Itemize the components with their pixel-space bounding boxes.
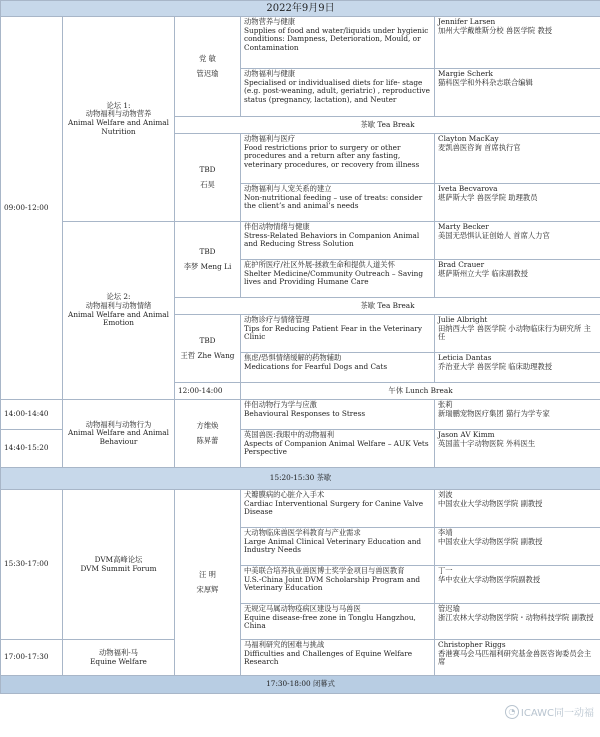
topic-en: Specialised or individualised diets for life- stage (e.g. post-weaning, adult, geriatric) , reproductive status (pregnancy, lactation), and Neuter xyxy=(244,77,430,104)
topic-zh: 马福利研究的困难与挑战 xyxy=(244,640,325,649)
topic-en: Large Animal Clinical Veterinary Education and Industry Needs xyxy=(244,536,422,555)
presenter-name: Brad Crauer xyxy=(438,260,485,269)
topic-zh: 伴侣动物情绪与健康 xyxy=(244,222,310,231)
topic-zh: 中美联合培养执业兽医博士奖学金项目与兽医教育 xyxy=(244,566,405,575)
presenter xyxy=(435,222,600,260)
presenter-affiliation: 田纳西大学 兽医学院 小动物临床行为研究所 主任 xyxy=(438,323,591,342)
session-topic xyxy=(241,69,435,117)
chair-cell xyxy=(175,17,241,117)
presenter-affiliation: 浙江农林大学动物医学院・动物科技学院 副教授 xyxy=(438,612,594,622)
date-header: 2022年9月9日 xyxy=(1,1,600,17)
presenter xyxy=(435,69,600,117)
chair-name: 汪 明 xyxy=(199,569,216,579)
presenter-name: Julie Albright xyxy=(438,315,488,324)
topic-en: Non-nutritional feeding – use of treats: consider the client’s and animal’s needs xyxy=(244,192,423,211)
time-slot: 12:00-14:00 xyxy=(175,383,241,400)
chair-cell xyxy=(175,490,241,676)
forum-title-en: Animal Welfare and Animal xyxy=(68,428,169,438)
forum-title-en: Behaviour xyxy=(99,436,138,446)
topic-en: Difficulties and Challenges of Equine Welfare Research xyxy=(244,648,413,667)
forum-3 xyxy=(63,400,175,468)
table-row xyxy=(1,222,600,260)
presenter-affiliation: 中国农业大学动物医学院 副教授 xyxy=(438,536,543,546)
forum-title-en: Nutrition xyxy=(101,126,136,136)
presenter xyxy=(435,528,600,566)
topic-zh: 焦虑/恐惧情绪缓解的药物辅助 xyxy=(244,353,342,362)
forum-title-en: Equine Welfare xyxy=(90,656,147,666)
session-topic xyxy=(241,184,435,222)
date-header-row xyxy=(1,1,600,17)
topic-en: Stress-Related Behaviors in Companion Animal and Reducing Stress Solution xyxy=(244,230,420,249)
topic-zh: 庇护所医疗/社区外展-拯救生命和提供人道关怀 xyxy=(244,260,395,269)
topic-en: Behavioural Responses to Stress xyxy=(244,408,366,418)
forum-title-en: Emotion xyxy=(103,318,134,328)
presenter-affiliation: 新瑞鹏宠物医疗集团 猫行为学专家 xyxy=(438,408,550,418)
presenter xyxy=(435,566,600,604)
topic-en: Tips for Reducing Patient Fear in the Veterinary Clinic xyxy=(244,323,423,342)
chair-name: 方维焕 xyxy=(196,420,219,430)
presenter-name: 丁一 xyxy=(438,566,453,575)
presenter xyxy=(435,400,600,430)
chair-cell xyxy=(175,400,241,468)
presenter xyxy=(435,260,600,298)
closing-ceremony: 17:30-18:00 闭幕式 xyxy=(1,676,600,694)
chair-cell xyxy=(175,222,241,298)
presenter-affiliation: 美国无恐惧认证创始人 首席人力官 xyxy=(438,230,550,240)
topic-en: Aspects of Companion Animal Welfare – AUK Vets Perspective xyxy=(244,438,429,457)
chair-name: TBD xyxy=(199,335,216,345)
time-slot: 17:00-17:30 xyxy=(1,640,63,676)
session-topic xyxy=(241,604,435,640)
time-slot: 09:00-12:00 xyxy=(1,17,63,400)
presenter-affiliation: 华中农业大学动物医学院副教授 xyxy=(438,574,541,584)
presenter xyxy=(435,134,600,184)
session-topic xyxy=(241,222,435,260)
chair-name: 王哲 Zhe Wang xyxy=(180,350,235,360)
topic-zh: 犬瓣膜病的心脏介入手术 xyxy=(244,490,325,499)
forum-title: 论坛 2: xyxy=(106,292,131,302)
watermark-text: ICAWC同一动福 xyxy=(520,708,594,719)
presenter-affiliation: 猫科医学和外科杂志联合编辑 xyxy=(438,77,533,87)
chair-cell xyxy=(175,315,241,383)
chair-name: 党 敏 xyxy=(199,53,216,63)
session-topic xyxy=(241,566,435,604)
presenter xyxy=(435,604,600,640)
presenter xyxy=(435,17,600,69)
presenter-name: Christopher Riggs xyxy=(438,640,506,649)
lunch-break: 午休 Lunch Break xyxy=(241,383,600,400)
presenter-name: Jason AV Kimm xyxy=(438,430,495,439)
presenter xyxy=(435,315,600,353)
forum-title-zh: 动物福利与动物营养 xyxy=(85,109,152,119)
presenter-name: Marty Becker xyxy=(438,222,489,231)
session-topic xyxy=(241,17,435,69)
watermark xyxy=(505,704,594,719)
topic-zh: 动物诊疗与情绪管理 xyxy=(244,315,310,324)
presenter xyxy=(435,640,600,676)
presenter-affiliation: 堪萨斯大学 兽医学院 助理教员 xyxy=(438,192,538,202)
topic-zh: 动物福利与健康 xyxy=(244,69,296,78)
presenter-affiliation: 中国农业大学动物医学院 副教授 xyxy=(438,498,543,508)
forum-title-en: Animal Welfare and Animal xyxy=(68,118,169,127)
forum-5 xyxy=(63,640,175,676)
time-slot: 15:30-17:00 xyxy=(1,490,63,640)
presenter xyxy=(435,353,600,383)
forum-title-zh: DVM高峰论坛 xyxy=(94,554,143,564)
presenter-name: Iveta Becvarova xyxy=(438,184,498,193)
topic-en: U.S.-China Joint DVM Scholarship Program and Veterinary Education xyxy=(244,574,421,593)
presenter-name: 管迟瑜 xyxy=(438,604,460,613)
chair-name: 宋厚辉 xyxy=(196,584,219,594)
chair-name: 陈昇蕾 xyxy=(196,435,219,445)
topic-en: Cardiac Interventional Surgery for Canine Valve Disease xyxy=(244,498,424,517)
presenter-affiliation: 香港赛马会马匹福利研究基金兽医咨询委员会主席 xyxy=(438,648,592,667)
forum-title-zh: 动物福利-马 xyxy=(99,647,138,657)
presenter-name: Clayton MacKay xyxy=(438,134,499,143)
time-slot: 14:00-14:40 xyxy=(1,400,63,430)
presenter xyxy=(435,490,600,528)
presenter-affiliation: 英国蓝十字动物医院 外科医生 xyxy=(438,438,536,448)
presenter-affiliation: 堪萨斯州立大学 临床副教授 xyxy=(438,268,528,278)
forum-title-en: DVM Summit Forum xyxy=(80,563,157,573)
forum-title: 论坛 1: xyxy=(106,100,131,110)
table-row xyxy=(1,640,600,676)
session-topic xyxy=(241,134,435,184)
topic-zh: 无规定马属动物疫病区建设与马兽医 xyxy=(244,604,361,613)
presenter-name: 李靖 xyxy=(438,528,453,537)
presenter-name: 刘波 xyxy=(438,490,453,499)
session-topic xyxy=(241,490,435,528)
session-topic xyxy=(241,260,435,298)
presenter-affiliation: 加州大学戴维斯分校 兽医学院 教授 xyxy=(438,25,553,35)
presenter-affiliation: 麦凯兽医咨询 首席执行官 xyxy=(438,142,521,152)
forum-4 xyxy=(63,490,175,640)
session-topic xyxy=(241,353,435,383)
forum-title-zh: 动物福利与动物行为 xyxy=(85,419,152,429)
chair-name: TBD xyxy=(199,246,216,256)
break-row xyxy=(1,468,600,490)
topic-zh: 英国兽医:我眼中的动物福利 xyxy=(244,430,335,439)
table-row xyxy=(1,400,600,430)
topic-en: Food restrictions prior to surgery or other procedures and a return after any fasting, veterinary procedures, or recovery from illness xyxy=(244,142,420,169)
presenter-name: 张莉 xyxy=(438,400,453,409)
tea-break-band: 15:20-15:30 茶歇 xyxy=(1,468,600,490)
topic-en: Supplies of food and water/liquids under hygienic conditions: Dampness, Deterioration, Mould, or Contamination xyxy=(244,25,429,52)
tea-break: 茶歇 Tea Break xyxy=(175,298,600,315)
topic-zh: 动物福利与医疗 xyxy=(244,134,296,143)
topic-en: Equine disease-free zone in Tonglu Hangzhou, China xyxy=(244,612,416,631)
session-topic xyxy=(241,315,435,353)
topic-zh: 动物营养与健康 xyxy=(244,17,296,26)
topic-zh: 伴侣动物行为学与应激 xyxy=(244,400,317,409)
presenter-name: Leticia Dantas xyxy=(438,353,492,362)
chair-name: 石昊 xyxy=(200,179,215,189)
session-topic xyxy=(241,430,435,468)
table-row xyxy=(1,17,600,69)
presenter-affiliation: 乔治亚大学 兽医学院 临床助理教授 xyxy=(438,361,553,371)
chair-name: 李梦 Meng Li xyxy=(183,261,232,271)
presenter-name: Margie Scherk xyxy=(438,69,493,78)
topic-en: Medications for Fearful Dogs and Cats xyxy=(244,361,388,371)
forum-title-en: Animal Welfare and Animal xyxy=(68,309,169,319)
time-slot: 14:40-15:20 xyxy=(1,430,63,468)
topic-zh: 动物福利与人宠关系的建立 xyxy=(244,184,332,193)
forum-title-zh: 动物福利与动物情绪 xyxy=(85,300,152,310)
presenter-name: Jennifer Larsen xyxy=(438,17,496,26)
session-topic xyxy=(241,400,435,430)
table-row xyxy=(1,490,600,528)
presenter xyxy=(435,184,600,222)
forum-1 xyxy=(63,17,175,222)
chair-name: 管迟瑜 xyxy=(196,68,219,78)
wechat-icon: ◔ xyxy=(505,705,519,719)
forum-2 xyxy=(63,222,175,400)
chair-name: TBD xyxy=(199,164,216,174)
session-topic xyxy=(241,528,435,566)
chair-cell xyxy=(175,134,241,222)
presenter xyxy=(435,430,600,468)
session-topic xyxy=(241,640,435,676)
topic-zh: 大动物临床兽医学科教育与产业需求 xyxy=(244,528,361,537)
break-row xyxy=(1,676,600,694)
topic-en: Shelter Medicine/Community Outreach – Saving lives and Providing Humane Care xyxy=(244,268,424,287)
tea-break: 茶歇 Tea Break xyxy=(175,117,600,134)
